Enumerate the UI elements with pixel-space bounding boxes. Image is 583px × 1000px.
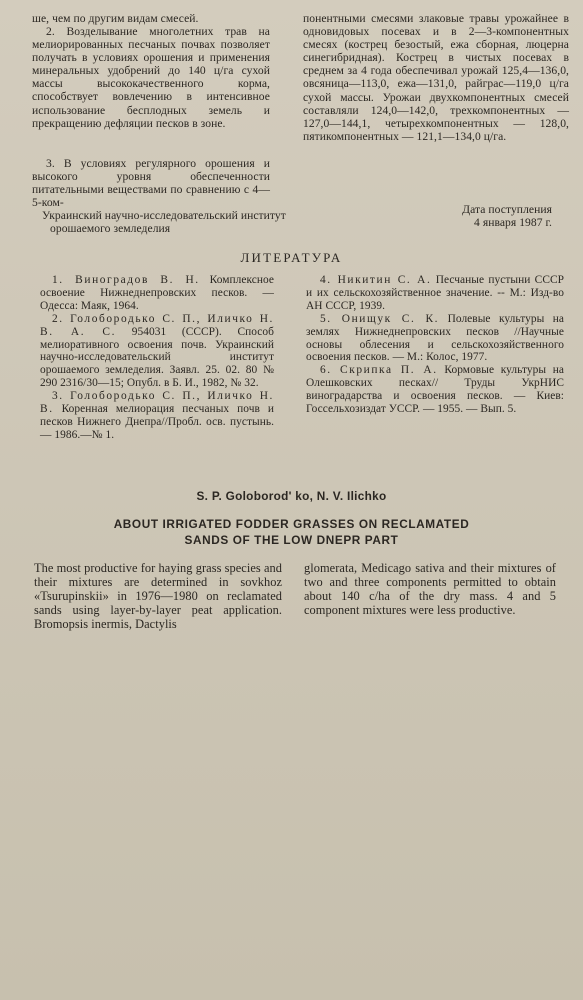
english-authors: S. P. Goloborod' ko, N. V. Ilichko xyxy=(196,489,387,503)
references-left xyxy=(40,274,274,442)
left-col-continuation: ше, чем по другим видам смесей. xyxy=(32,12,199,25)
english-title-line-1: ABOUT IRRIGATED FODDER GRASSES ON RECLAMATED xyxy=(113,517,470,531)
literature-heading: ЛИТЕРАТУРА xyxy=(240,250,343,265)
english-title-line-2: SANDS OF THE LOW DNEPR PART xyxy=(184,533,399,547)
conclusion-item-2: 2. Возделывание многолетних трав на мелиорированных песчаных почвах позволяет получать в условиях орошения и применения минеральных удобрений до 140 ц/га сухой массы высококачественного корма, способствует вовлечению в интенсивное использование бесплодных земель и прекращению дефляции песков в зоне. xyxy=(32,25,270,130)
reference-5: 5. Онищук С. К. Полевые культуры на землях Нижнеднепровских песков //Научные основы облесения и сельскохозяйственного освоения песков. — М.: Колос, 1977. xyxy=(306,312,564,364)
date-received-label: Дата поступления xyxy=(462,203,552,216)
affiliation-institute: Украинский научно-исследовательский институт орошаемого земледелия xyxy=(42,209,286,236)
date-received-value: 4 января 1987 г. xyxy=(474,216,552,229)
abstract-right: glomerata, Medicago sativa and their mixtures of two and three components permitted to obtain about 140 c/ha of the dry mass. 4 and 5 component mixtures were less productive. xyxy=(304,561,556,617)
right-col-paragraph: понентными смесями злаковые травы урожайнее в одновидовых посевах и в 2—3-компонентных смесях (кострец безостый, ежа сборная, люцерна синегибридная). Кострец в чистых посевах в среднем за 4 года обеспечивал урожай 125,4—136,0, овсяница—113,0, ежа—131,0, райграс—119,0 ц/га сухой массы. Урожаи двухкомпонентных смесей составляли 124,0—142,0, трехкомпонентных — 127,0—144,1, четырехкомпонентных — 128,0, пятикомпонентных — 121,1—134,0 ц/га. xyxy=(303,12,569,143)
reference-4: 4. Никитин С. А. Песчаные пустыни СССР и их сельскохозяйственное значение. -- М.: Изд-во АН СССР, 1939. xyxy=(306,274,564,312)
reference-6: 6. Скрипка П. А. Кормовые культуры на Олешковских песках// Труды УкрНИС виноградарства и освоения песков. — Киев: Госсельхозиздат УССР. — 1955. — Вып. 5. xyxy=(306,364,564,416)
reference-3: 3. Голобородько С. П., Иличко Н. В. Коренная мелиорация песчаных почв и песков Нижнего Днепра//Пробл. осв. пустынь. — 1986.—№ 1. xyxy=(40,390,274,441)
reference-1: 1. Виноградов В. Н. Комплексное освоение Нижнеднепровских песков. — Одесса: Маяк, 1964. xyxy=(40,274,275,312)
references-right xyxy=(306,274,564,416)
reference-2: 2. Голобородько С. П., Иличко Н. В. А. С. 954031 (СССР). Способ мелиоративного освоения почв. Украинский научно-исследовательский институт орошаемого земледелия. Заявл. 25. 02. 80 № 290 2316/30—15; Опубл. в Б. И., 1982, № 32. xyxy=(40,312,274,390)
abstract-left: The most productive for haying grass species and their mixtures are determined in sovkhoz «Tsurupinskii» in 1976—1980 on reclamated sands using layer-by-layer peat application. Bromopsis inermis, Dactylis xyxy=(34,561,282,631)
conclusion-item-3: 3. В условиях регулярного орошения и высокого уровня обеспеченности питательными веществами по сравнению с 4—5-ком- xyxy=(32,157,270,210)
